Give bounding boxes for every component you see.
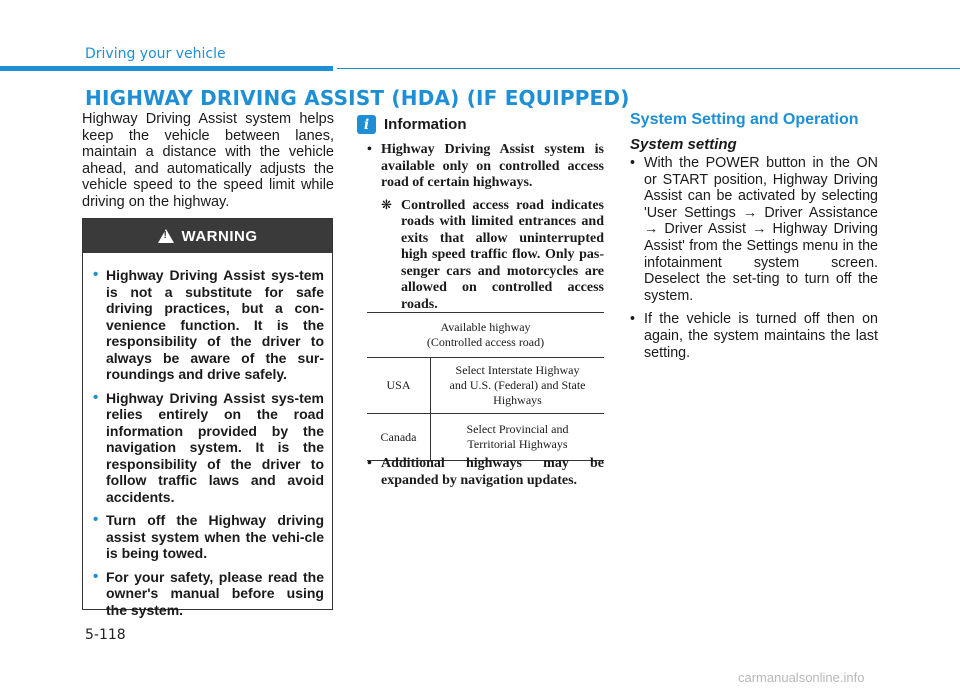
warning-box [82, 218, 333, 618]
information-body [367, 142, 604, 319]
table-cell-highways [431, 358, 605, 414]
info-item [367, 142, 604, 192]
information-title [357, 115, 467, 134]
info-item-text: Additional highways may be expanded by navigation updates. [381, 456, 604, 488]
bullet-icon: • [367, 456, 372, 471]
watermark: carmanualsonline.info [738, 670, 865, 685]
system-item [630, 311, 878, 361]
header-section-label: Driving your vehicle [85, 46, 226, 62]
note-mark-icon: ❋ [381, 197, 392, 213]
warning-header [83, 219, 332, 253]
system-heading: System Setting and Operation [630, 111, 859, 128]
cell-line: Select Interstate Highway [455, 363, 580, 377]
warning-list [83, 253, 332, 618]
section-title: HIGHWAY DRIVING ASSIST (HDA) (IF EQUIPPED) [85, 86, 630, 110]
warning-item: • Highway Driving Assist sys-tem is not a substitute for safe driving practices, but a con-venience function. It is the responsibility of the driver to always be aware of the sur-roundings and drive safely. [91, 267, 324, 383]
table-header [367, 313, 604, 358]
table-header-line: (Controlled access road) [426, 335, 545, 349]
table-cell-country: Canada [367, 414, 431, 461]
information-heading: Information [384, 116, 467, 133]
table-row [367, 414, 604, 461]
cell-line: Select Provincial and [466, 422, 569, 436]
system-subheading: System setting [630, 136, 737, 153]
table-header-line: Available highway [440, 320, 531, 334]
table-cell-country: USA [367, 358, 431, 414]
info-item-text: Highway Driving Assist system is available only on controlled access road of certain highways. [381, 142, 604, 190]
cell-line: Territorial Highways [467, 437, 568, 451]
cell-line: Highways [493, 393, 542, 407]
system-item [630, 155, 878, 304]
table-row [367, 358, 604, 414]
page-number: 5-118 [85, 627, 126, 643]
bullet-icon: • [367, 142, 372, 157]
system-item-text: With the POWER button in the ON or START position, Highway Driving Assist can be activated by selecting 'User Settings → Driver Assistance → Driver Assist → Highway Driving Assist' from the Settings menu in the infotainment system screen. Deselect the set-ting to turn off the system. [644, 155, 878, 304]
warning-heading: WARNING [181, 227, 258, 245]
system-item-text: If the vehicle is turned off then on again, the system maintains the last setting. [644, 311, 878, 361]
bullet-icon: • [630, 311, 636, 328]
information-body-continued [367, 456, 604, 495]
cell-line: and U.S. (Federal) and State [449, 378, 586, 392]
bullet-icon: • [630, 155, 636, 171]
system-body [630, 155, 878, 368]
warning-triangle-icon [158, 229, 174, 243]
highway-table [367, 312, 604, 461]
warning-item: • Turn off the Highway driving assist system when the vehi-cle is being towed. [91, 512, 324, 562]
intro-paragraph: Highway Driving Assist system helps keep the vehicle between lanes, maintain a distance with the vehicle ahead, and automatically adjusts the vehicle speed to the speed limit while driving on the highway. [82, 111, 334, 210]
header-bar [0, 66, 333, 71]
warning-item: • Highway Driving Assist sys-tem relies entirely on the road information provided by the navigation system. It is the responsibility of the driver to follow traffic laws and avoid accidents. [91, 390, 324, 506]
info-note [367, 198, 604, 314]
info-item [367, 456, 604, 489]
warning-item: • For your safety, please read the owner's manual before using the system. [91, 569, 324, 619]
info-note-text: Controlled access road indicates roads with limited entrances and exits that allow uninterrupted high speed traffic flow. Only pas-senger cars and motorcycles are allowed on controlled access roads. [401, 197, 604, 312]
info-icon: i [357, 115, 376, 134]
header-rule [337, 68, 960, 69]
table-cell-highways [431, 414, 605, 461]
